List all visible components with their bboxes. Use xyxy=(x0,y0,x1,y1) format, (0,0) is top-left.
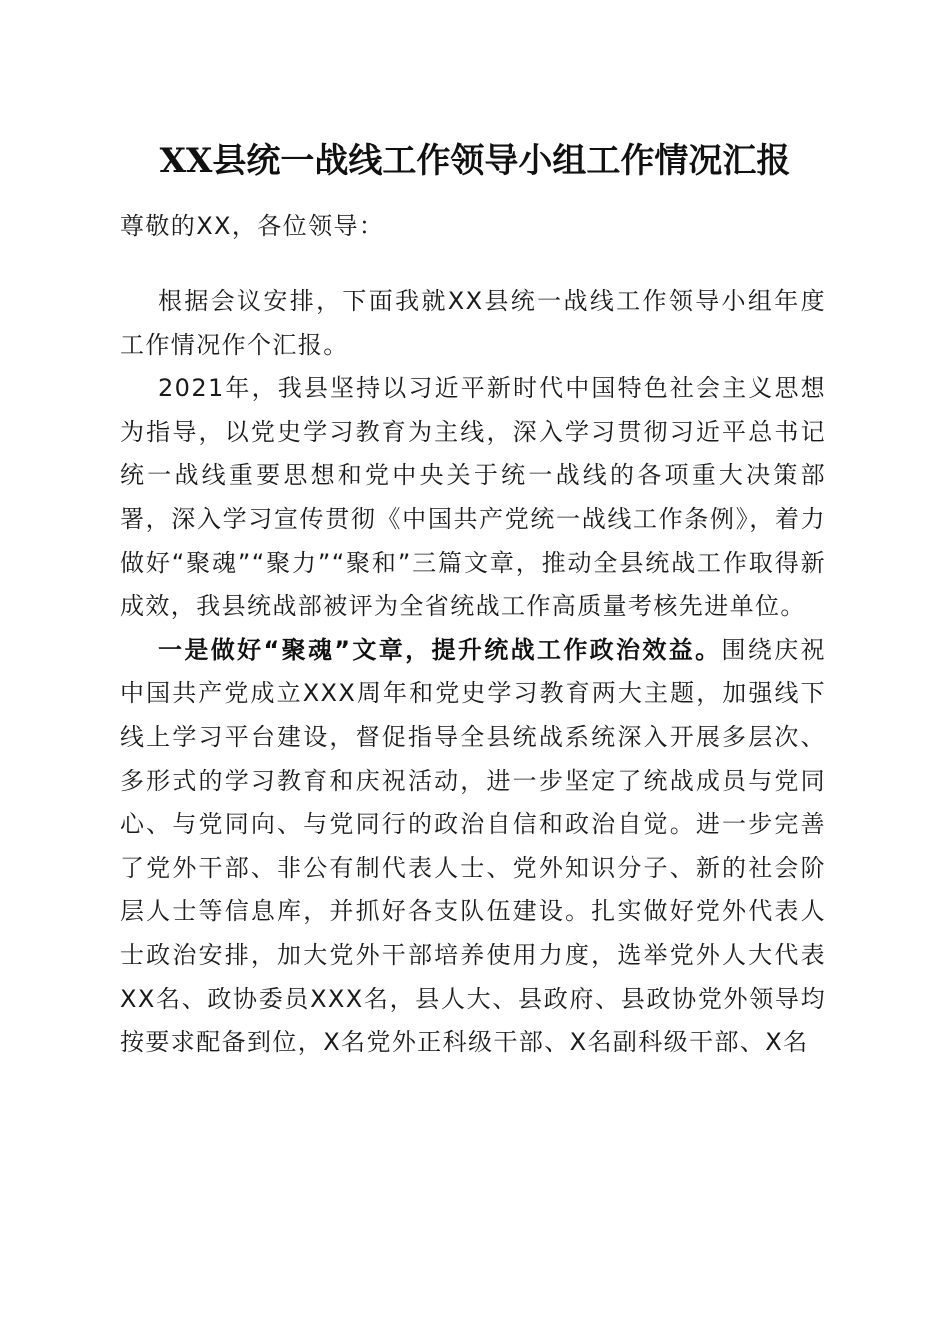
paragraph-overview xyxy=(120,367,826,629)
document-body xyxy=(120,280,826,1065)
paragraph-section-one xyxy=(120,629,826,1065)
paragraph-text: 根据会议安排，下面我就XX县统一战线工作领导小组年度工作情况作个汇报。 xyxy=(120,287,826,359)
paragraph-intro xyxy=(120,280,826,367)
paragraph-lead-heading: 一是做好“聚魂”文章，提升统战工作政治效益。 xyxy=(158,635,722,664)
paragraph-text: 围绕庆祝中国共产党成立XXX周年和党史学习教育两大主题，加强线下线上学习平台建设，督促指导全县统战系统深入开展多层次、多形式的学习教育和庆祝活动，进一步坚定了统战成员与党同心、与党同向、与党同行的政治自信和政治自觉。进一步完善了党外干部、非公有制代表人士、党外知识分子、新的社会阶层人士等信息库，并抓好各支队伍建设。扎实做好党外代表人士政治安排，加大党外干部培养使用力度，选举党外人大代表XX名、政协委员XXX名，县人大、县政府、县政协党外领导均按要求配备到位，X名党外正科级干部、X名副科级干部、X名 xyxy=(120,635,826,1057)
document-title: XX县统一战线工作领导小组工作情况汇报 xyxy=(159,141,791,181)
paragraph-text: 2021年，我县坚持以习近平新时代中国特色社会主义思想为指导，以党史学习教育为主线，深入学习贯彻习近平总书记统一战线重要思想和党中央关于统一战线的各项重大决策部署，深入学习宣传贯彻《中国共产党统一战线工作条例》，着力做好“聚魂”“聚力”“聚和”三篇文章，推动全县统战工作取得新成效，我县统战部被评为全省统战工作高质量考核先进单位。 xyxy=(120,374,826,621)
salutation: 尊敬的XX，各位领导： xyxy=(120,212,385,240)
